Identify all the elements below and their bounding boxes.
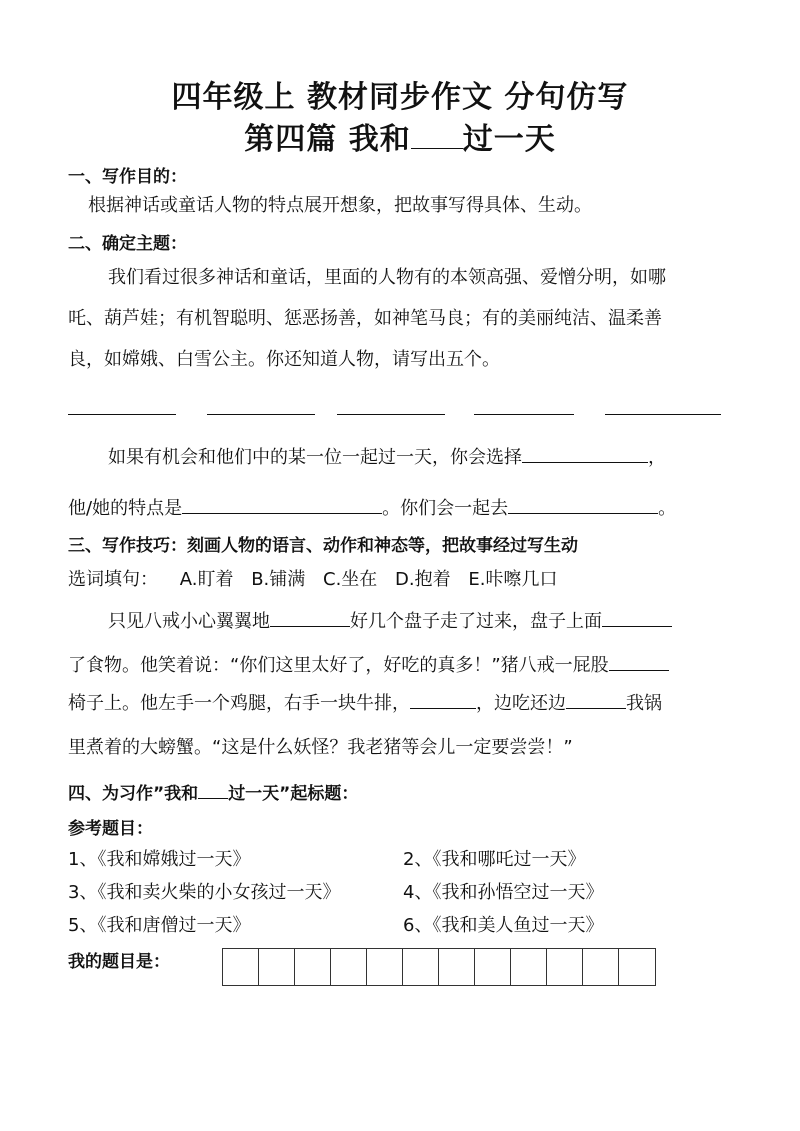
- section2-para-line3: 良，如嫦娥、白雪公主。你还知道人物，请写出五个。: [68, 349, 500, 370]
- trait-blank[interactable]: [182, 495, 382, 514]
- reference-title-5: 5、《我和唐僧过一天》: [68, 915, 251, 936]
- answer-blank-4[interactable]: [474, 414, 574, 415]
- page-title-line1: 四年级上 教材同步作文 分句仿写: [171, 80, 629, 115]
- q2-text-c: 。: [658, 498, 677, 519]
- q1-comma: ，: [648, 447, 666, 468]
- section2-question-line1: [108, 443, 666, 469]
- answer-blank-1[interactable]: [68, 414, 176, 415]
- title-grid-cell[interactable]: [367, 949, 403, 985]
- s4-heading-a: 四、为习作”我和: [68, 784, 199, 804]
- fill-blank-3[interactable]: [609, 652, 669, 671]
- p1-text-a: 只见八戒小心翼翼地: [108, 611, 270, 632]
- option-e: E.咔嚓几口: [468, 569, 558, 590]
- p1-text-b: 好几个盘子走了过来，盘子上面: [350, 611, 602, 632]
- title-grid-cell[interactable]: [547, 949, 583, 985]
- section2-question-line2: [68, 494, 676, 520]
- title-grid-cell[interactable]: [259, 949, 295, 985]
- reference-title-6: 6、《我和美人鱼过一天》: [403, 915, 604, 936]
- option-d: D.抱着: [395, 569, 451, 590]
- title-grid-cell[interactable]: [475, 949, 511, 985]
- s4-heading-blank[interactable]: [198, 783, 228, 799]
- title-part-a: 第四篇 我和: [244, 122, 411, 157]
- fill-blank-4[interactable]: [410, 690, 476, 709]
- passage-line3: [68, 689, 662, 715]
- q2-text-b: 。你们会一起去: [382, 498, 509, 519]
- option-b: B.铺满: [251, 569, 306, 590]
- title-grid-cell[interactable]: [511, 949, 547, 985]
- reference-titles-label: 参考题目：: [68, 819, 153, 839]
- section2-heading: 二、确定主题：: [68, 234, 187, 254]
- choice-blank[interactable]: [522, 444, 648, 463]
- section4-heading: [68, 779, 358, 804]
- word-choice-row: [68, 565, 557, 591]
- q2-text-a: 他/她的特点是: [68, 498, 183, 519]
- reference-title-3: 3、《我和卖火柴的小女孩过一天》: [68, 882, 341, 903]
- section2-para-line2: 吒、葫芦娃；有机智聪明、惩恶扬善，如神笔马良；有的美丽纯洁、温柔善: [68, 308, 662, 329]
- title-grid-cell[interactable]: [223, 949, 259, 985]
- section3-heading: 三、写作技巧：刻画人物的语言、动作和神态等，把故事经过写生动: [68, 536, 578, 556]
- choose-label: 选词填句：: [68, 569, 158, 590]
- my-title-grid[interactable]: [222, 948, 656, 986]
- title-grid-cell[interactable]: [331, 949, 367, 985]
- option-c: C.坐在: [323, 569, 378, 590]
- title-grid-cell[interactable]: [295, 949, 331, 985]
- title-grid-cell[interactable]: [619, 949, 655, 985]
- option-a: A.盯着: [179, 569, 234, 590]
- answer-blank-3[interactable]: [337, 414, 445, 415]
- title-grid-cell[interactable]: [403, 949, 439, 985]
- page-title-line2: [0, 114, 800, 158]
- title-blank[interactable]: [411, 122, 463, 149]
- title-grid-cell[interactable]: [439, 949, 475, 985]
- p2-text: 了食物。他笑着说：“你们这里太好了，好吃的真多！”猪八戒一屁股: [68, 655, 609, 676]
- p3-text-a: 椅子上。他左手一个鸡腿，右手一块牛排，: [68, 693, 410, 714]
- reference-title-4: 4、《我和孙悟空过一天》: [403, 882, 604, 903]
- fill-blank-1[interactable]: [270, 608, 350, 627]
- section1-heading: 一、写作目的：: [68, 167, 187, 187]
- reference-title-1: 1、《我和嫦娥过一天》: [68, 849, 251, 870]
- place-blank[interactable]: [508, 495, 658, 514]
- section1-text: 根据神话或童话人物的特点展开想象，把故事写得具体、生动。: [88, 195, 592, 216]
- section2-para-line1: 我们看过很多神话和童话，里面的人物有的本领高强、爱憎分明，如哪: [108, 267, 666, 288]
- q1-text: 如果有机会和他们中的某一位一起过一天，你会选择: [108, 447, 522, 468]
- answer-blank-5[interactable]: [605, 414, 721, 415]
- fill-blank-5[interactable]: [566, 690, 626, 709]
- reference-title-2: 2、《我和哪吒过一天》: [403, 849, 586, 870]
- s4-heading-b: 过一天”起标题：: [228, 784, 359, 804]
- passage-line2: [68, 651, 669, 677]
- fill-blank-2[interactable]: [602, 608, 672, 627]
- my-title-label: 我的题目是：: [68, 952, 170, 972]
- title-part-b: 过一天: [462, 122, 556, 157]
- passage-line1: [108, 607, 672, 633]
- title-grid-cell[interactable]: [583, 949, 619, 985]
- p3-text-c: 我锅: [626, 693, 662, 714]
- p3-text-b: ，边吃还边: [476, 693, 566, 714]
- passage-line4: 里煮着的大螃蟹。“这是什么妖怪？我老猪等会儿一定要尝尝！”: [68, 737, 573, 758]
- answer-blank-2[interactable]: [207, 414, 315, 415]
